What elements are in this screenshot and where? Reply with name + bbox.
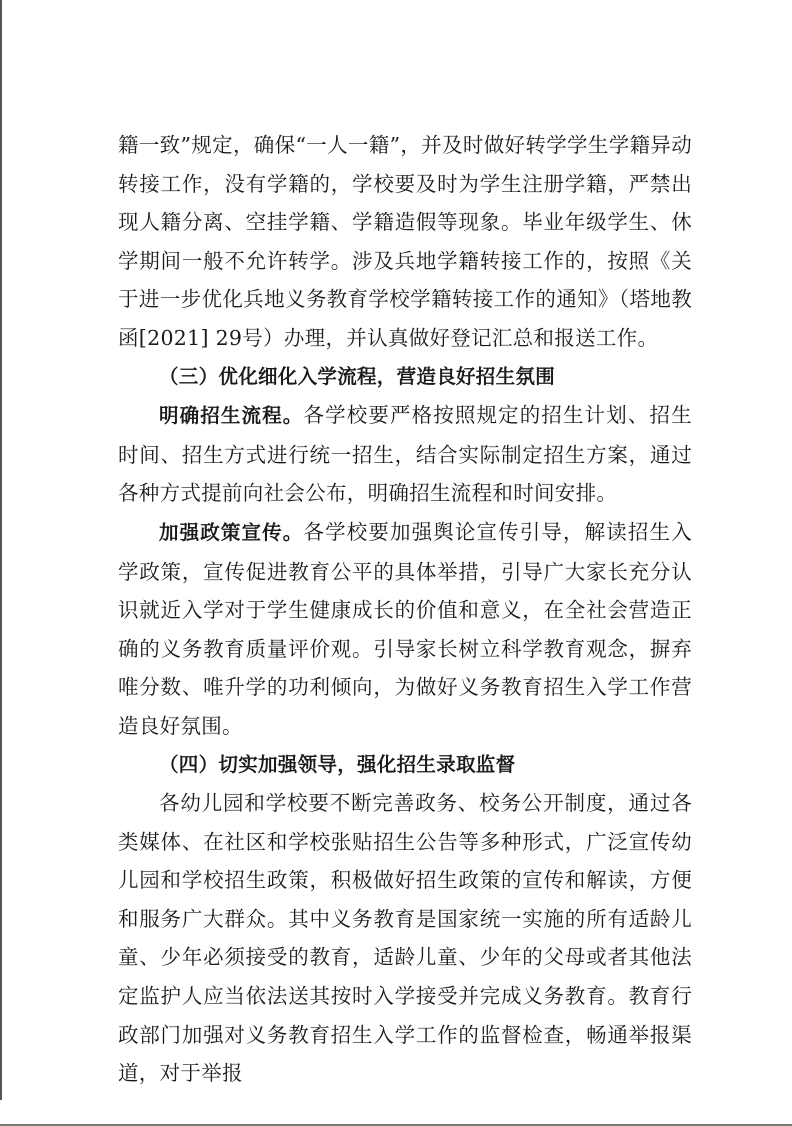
lead-phrase: 明确招生流程。: [159, 404, 304, 428]
section-heading-3: （三）优化细化入学流程，营造良好招生氛围: [159, 364, 556, 388]
lead-phrase: 加强政策宣传。: [159, 520, 304, 544]
paragraph-supervision: 各幼儿园和学校要不断完善政务、校务公开制度，通过各类媒体、在社区和学校张贴招生公告等多种形式，广泛宣传幼儿园和学校招生政策，积极做好招生政策的宣传和解读，方便和服务广大群众。其中义务教育是国家统一实施的所有适龄儿童、少年必须接受的教育，适龄儿童、少年的父母或者其他法定监护人应当依法送其按时入学接受并完成义务教育。教育行政部门加强对义务教育招生入学工作的监督检查，畅通举报渠道，对于举报: [118, 791, 692, 1086]
scan-border-left: [0, 0, 2, 1100]
paragraph-student-status: 籍一致”规定，确保“一人一籍”，并及时做好转学学生学籍异动转接工作，没有学籍的，学校要及时为学生注册学籍，严禁出现人籍分离、空挂学籍、学籍造假等现象。毕业年级学生、休学期间一般不允许转学。涉及兵地学籍转接工作的，按照《关于进一步优化兵地义务教育学校学籍转接工作的通知》（塔地教函[2021] 29号）办理，并认真做好登记汇总和报送工作。: [118, 133, 692, 350]
paragraph-text: 各学校要严格按照规定的招生计划、招生时间、招生方式进行统一招生，结合实际制定招生方案，通过各种方式提前向社会公布，明确招生流程和时间安排。: [118, 403, 692, 506]
paragraph-policy-publicity: [118, 513, 692, 746]
paragraph-enrollment-process: [118, 396, 692, 513]
section-heading-4: （四）切实加强领导，强化招生录取监督: [159, 752, 516, 776]
document-page: [118, 126, 692, 1093]
paragraph-text: 各学校要加强舆论宣传引导，解读招生入学政策，宣传促进教育公平的具体举措，引导广大家长充分认识就近入学对于学生健康成长的价值和意义，在全社会营造正确的义务教育质量评价观。引导家长树立科学教育观念，摒弃唯分数、唯升学的功利倾向，为做好义务教育招生入学工作营造良好氛围。: [118, 519, 692, 738]
